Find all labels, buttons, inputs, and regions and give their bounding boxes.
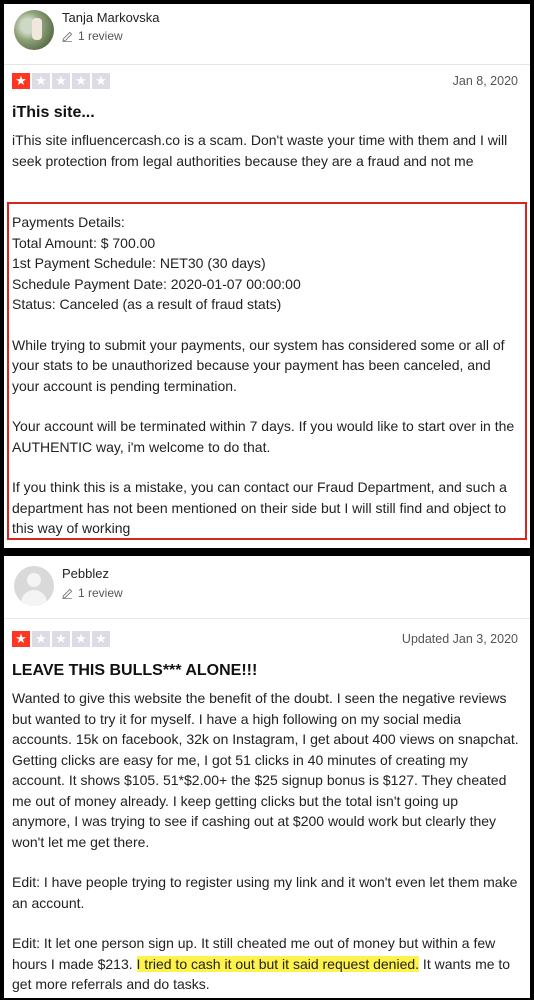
star-icon: ★	[12, 631, 30, 647]
pen-icon	[62, 588, 73, 599]
reviewer-info	[4, 556, 530, 612]
review-body	[12, 688, 520, 995]
reviewer-name[interactable]: Tanja Markovska	[62, 10, 160, 25]
review-body	[12, 130, 520, 171]
review-card	[4, 4, 530, 548]
review-paragraph: Edit: I have people trying to register using my link and it won't even let them make an account.	[12, 874, 518, 911]
payment-line: Payments Details:	[12, 214, 125, 230]
highlighted-text: I tried to cash it out but it said request denied.	[136, 955, 420, 972]
review-text: It wants me to get more referrals and do tasks.	[12, 955, 511, 992]
review-card	[4, 556, 530, 998]
rating-row	[12, 630, 518, 648]
pen-icon	[62, 31, 73, 42]
avatar[interactable]	[14, 10, 54, 50]
review-body-quoted	[12, 212, 520, 539]
review-paragraph: If you think this is a mistake, you can contact our Fraud Department, and such a department has not been mentioned on their side but I will still find and object to this way of working	[12, 479, 507, 536]
review-count	[62, 29, 123, 43]
payment-details	[12, 212, 520, 315]
review-count-label: 1 review	[78, 29, 123, 43]
review-date: Jan 8, 2020	[452, 74, 518, 88]
payment-line: Total Amount: $ 700.00	[12, 234, 156, 251]
star-icon: ★	[92, 631, 110, 647]
reviewer-info	[4, 4, 530, 60]
star-rating	[12, 631, 110, 647]
star-icon: ★	[52, 73, 70, 89]
review-paragraph: Your account will be terminated within 7 days. If you would like to start over in the AUTHENTIC way, i'm welcome to do that.	[12, 418, 515, 455]
review-text: Edit: It let one person sign up. It still cheated me out of money but within a few hours I made $213.	[12, 935, 496, 972]
review-count	[62, 586, 123, 600]
star-icon: ★	[72, 73, 90, 89]
star-rating	[12, 73, 110, 89]
review-paragraph: While trying to submit your payments, our system has considered some or all of your stats to be unauthorized because your payment has been canceled, and your account is pending termination.	[12, 336, 505, 394]
divider	[4, 618, 530, 619]
review-paragraph: Wanted to give this website the benefit of the doubt. I seen the negative reviews but wanted to try it for myself. I have a high following on my social media accounts. 15k on facebook, 32k on Instagram, I get about 400 views on snapchat. Getting clicks are easy for me, I got 51 clicks in 40 minutes of creating my account. It shows $105. 51*$2.00+ the $25 signup bonus is $127. They cheated me out of money already. I keep getting clicks but the total isn't going up anymore, I was trying to see if cashing out at $200 would work but clearly they won't let me get there.	[12, 690, 519, 850]
rating-row	[12, 72, 518, 90]
star-icon: ★	[72, 631, 90, 647]
star-icon: ★	[12, 73, 30, 89]
star-icon: ★	[52, 631, 70, 647]
review-count-label: 1 review	[78, 586, 123, 600]
reviewer-name[interactable]: Pebblez	[62, 566, 109, 581]
payment-line: Status: Canceled (as a result of fraud stats)	[12, 296, 282, 312]
avatar[interactable]	[14, 566, 54, 606]
review-title[interactable]: iThis site...	[12, 104, 95, 121]
divider	[4, 64, 530, 65]
review-title[interactable]: LEAVE THIS BULLS*** ALONE!!!	[12, 662, 258, 679]
review-paragraph: iThis site influencercash.co is a scam. Don't waste your time with them and I will seek protection from legal authorities because they are a fraud and not me	[12, 132, 508, 169]
star-icon: ★	[32, 73, 50, 89]
payment-line: 1st Payment Schedule: NET30 (30 days)	[12, 255, 266, 271]
person-icon	[27, 573, 41, 587]
star-icon: ★	[32, 631, 50, 647]
payment-line: Schedule Payment Date: 2020-01-07 00:00:00	[12, 275, 301, 292]
review-date: Updated Jan 3, 2020	[401, 632, 518, 646]
review-paragraph	[12, 933, 520, 995]
star-icon: ★	[92, 73, 110, 89]
